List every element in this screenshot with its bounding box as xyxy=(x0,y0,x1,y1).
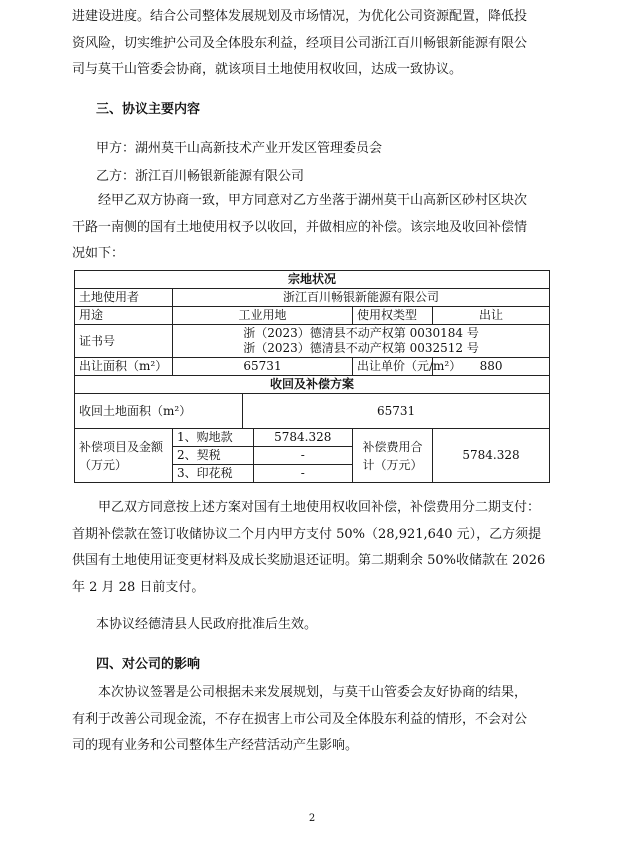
total-label: 补偿费用合计（万元） xyxy=(353,429,433,483)
text-line: 经甲乙双方协商一致，甲方同意对乙方坐落于湖州莫干山高新区砂村区块次 xyxy=(98,193,528,208)
text-line: 有利于改善公司现金流，不存在损害上市公司及全体股东利益的情形，不会对公 xyxy=(72,711,528,727)
cert-label: 证书号 xyxy=(75,325,173,358)
items-cell xyxy=(173,429,353,483)
payment-paragraph xyxy=(72,495,552,601)
impact-paragraph xyxy=(72,680,552,760)
cert-number: 浙（2023）德清县不动产权第 0030184 号 xyxy=(243,326,479,340)
text-line: 况如下： xyxy=(72,246,125,261)
price-label: 出让单价（元/m²） xyxy=(353,358,433,376)
user-value: 浙江百川畅银新能源有限公司 xyxy=(173,289,550,307)
page-number: 2 xyxy=(308,813,316,824)
items-label: 补偿项目及金额（万元） xyxy=(75,429,173,483)
items-table xyxy=(173,429,352,482)
section-heading: 三、协议主要内容 xyxy=(96,102,201,117)
use-label: 用途 xyxy=(75,307,173,325)
item-name: 2、契税 xyxy=(173,447,253,465)
user-label: 土地使用者 xyxy=(75,289,173,307)
text-line: 干路一南侧的国有土地使用权予以收回，并做相应的补偿。该宗地及收回补偿情 xyxy=(72,219,528,235)
text-line: 司的现有业务和公司整体生产经营活动产生影响。 xyxy=(72,738,359,753)
area-label: 出让面积（m²） xyxy=(75,358,173,376)
cert-number: 浙（2023）德清县不动产权第 0032512 号 xyxy=(243,341,479,355)
item-name: 3、印花税 xyxy=(173,465,253,483)
item-amount: - xyxy=(253,465,352,483)
area-value: 65731 xyxy=(173,358,353,376)
section-heading: 四、对公司的影响 xyxy=(96,657,201,672)
item-amount: 5784.328 xyxy=(253,429,352,447)
item-row xyxy=(173,429,352,447)
right-type-label: 使用权类型 xyxy=(353,307,433,325)
total-value: 5784.328 xyxy=(433,429,550,483)
use-value: 工业用地 xyxy=(173,307,353,325)
text-line: 资风险，切实维护公司及全体股东利益，经项目公司浙江百川畅银新能源有限公 xyxy=(72,35,528,51)
text-line: 首期补偿款在签订收储协议二个月内甲方支付 50%（28,921,640 元），乙方须提 xyxy=(72,526,542,542)
agreement-paragraph xyxy=(72,188,552,268)
party-a: 甲方：湖州莫干山高新技术产业开发区管理委员会 xyxy=(96,141,383,156)
recovery-header: 收回及补偿方案 xyxy=(75,376,550,394)
item-name: 1、购地款 xyxy=(173,429,253,447)
cert-value xyxy=(173,325,550,358)
price-value: 880 xyxy=(433,358,550,376)
land-table xyxy=(74,270,550,483)
party-b: 乙方：浙江百川畅银新能源有限公司 xyxy=(96,169,305,184)
text-line: 供国有土地使用证变更材料及成长奖励退还证明。第二期剩余 50%收储款在 2026 xyxy=(72,553,546,568)
item-amount: - xyxy=(253,447,352,465)
land-status-header: 宗地状况 xyxy=(75,271,550,289)
text-line: 本次协议签署是公司根据未来发展规划，与莫干山管委会友好协商的结果， xyxy=(98,685,528,700)
recovery-area-label: 收回土地面积（m²） xyxy=(75,394,243,429)
text-line: 年 2 月 28 日前支付。 xyxy=(72,579,205,595)
text-line: 进建设进度。结合公司整体发展规划及市场情况，为优化公司资源配置，降低投 xyxy=(72,9,528,24)
text-line: 甲乙双方同意按上述方案对国有土地使用权收回补偿，补偿费用分二期支付： xyxy=(98,500,541,515)
intro-paragraph xyxy=(72,4,552,84)
item-row xyxy=(173,465,352,483)
effect-sentence: 本协议经德清县人民政府批准后生效。 xyxy=(96,617,318,632)
right-type-value: 出让 xyxy=(433,307,550,325)
text-line: 司与莫干山管委会协商，就该项目土地使用权收回，达成一致协议。 xyxy=(72,62,463,77)
recovery-area-value: 65731 xyxy=(243,394,550,429)
item-row xyxy=(173,447,352,465)
